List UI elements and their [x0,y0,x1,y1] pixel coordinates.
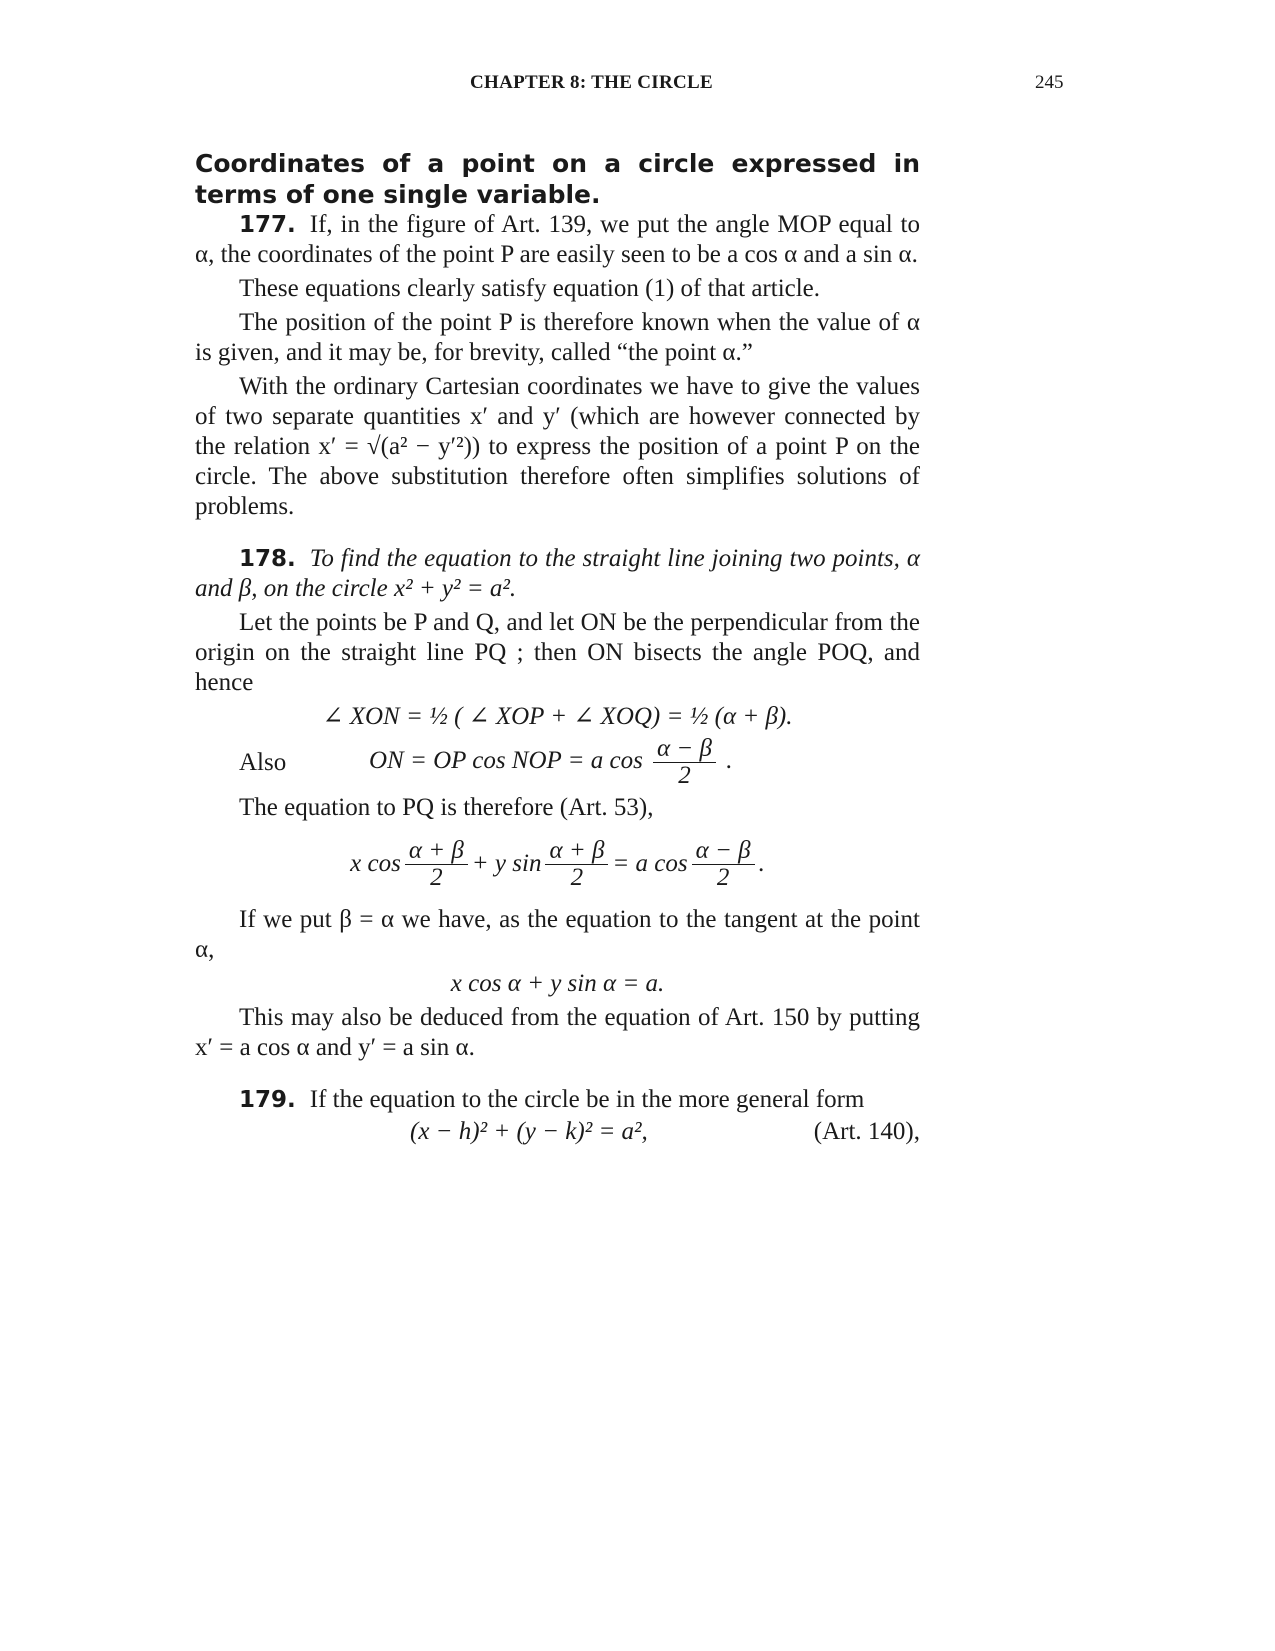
fraction-numerator: α − β [653,736,716,763]
fraction-alpha-minus-beta-2 [692,838,755,891]
fraction-denominator: 2 [430,863,443,891]
fraction-alpha-minus-beta [653,736,716,789]
fraction-denominator: 2 [570,863,584,891]
art178-paragraph-2: The equation to PQ is therefore (Art. 53), [239,794,654,821]
art178-paragraph-title [195,544,920,604]
art178-paragraph-1: Let the points be P and Q, and let ON be the perpendicular from the origin on the straight line PQ ; then ON bisects the angle POQ, and hence [195,609,920,696]
equation-tag: (Art. 140), [813,1118,920,1145]
equation-end: . [726,747,733,775]
art177-paragraph-3: The position of the point P is therefore known when the value of α is given, and it may be, for brevity, called “the point α.” [195,309,920,366]
fraction-denominator: 2 [716,863,730,891]
equation-on-row [195,736,920,789]
equation-on-lhs: ON = OP cos NOP = a cos [369,747,643,775]
art177-text-1: If, in the figure of Art. 139, we put the angle MOP equal to α, the coordinates of the point P are easily seen to be a cos α and a sin α. [195,211,920,268]
art179-text-1: If the equation to the circle be in the more general form [309,1086,865,1113]
fraction-denominator: 2 [678,762,691,789]
eq3-term-3: = a cos [612,850,688,877]
eq3-term-1: x cos [350,850,401,877]
general-circle-expression: (x − h)² + (y − k)² = a², [410,1118,648,1145]
fraction-alpha-plus-beta-1 [405,838,468,891]
section-heading: Coordinates of a point on a circle expressed in terms of one single variable. [195,149,920,209]
art177-paragraph-2: These equations clearly satisfy equation (1) of that article. [239,275,821,302]
article-number-178: 178. [239,546,296,572]
art177-paragraph-1 [195,210,920,270]
fraction-numerator: α + β [545,838,608,865]
art178-paragraph-3: If we put β = α we have, as the equation to the tangent at the point α, [195,906,920,963]
art179-paragraph-1 [195,1085,920,1115]
article-number-179: 179. [239,1087,296,1113]
also-label: Also [239,748,287,776]
eq3-term-2: + y sin [471,850,542,877]
equation-general-circle [195,1117,920,1147]
running-head: CHAPTER 8: THE CIRCLE [470,72,713,93]
fraction-numerator: α − β [692,838,755,865]
art178-paragraph-4: This may also be deduced from the equation of Art. 150 by putting x′ = a cos α and y′ = a sin α. [195,1004,920,1061]
equation-tangent: x cos α + y sin α = a. [450,970,665,997]
fraction-numerator: α + β [405,838,468,865]
article-number-177: 177. [239,212,296,238]
equation-xon: ∠ XON = ½ ( ∠ XOP + ∠ XOQ) = ½ (α + β). [322,703,793,730]
art178-title: To find the equation to the straight line joining two points, α and β, on the circle x² + y² = a². [195,545,920,602]
page-body [195,148,920,1149]
art177-paragraph-4: With the ordinary Cartesian coordinates we have to give the values of two separate quantities x′ and y′ (which are however connected by the relation x′ = √(a² − y′²)) to express the position of a point P on the circle. The above substitution therefore often simplifies solutions of problems. [195,373,920,520]
equation-on [369,736,733,789]
eq3-end: . [758,850,765,877]
fraction-alpha-plus-beta-2 [545,838,608,891]
equation-pq [195,829,920,899]
page-number: 245 [1035,72,1064,93]
